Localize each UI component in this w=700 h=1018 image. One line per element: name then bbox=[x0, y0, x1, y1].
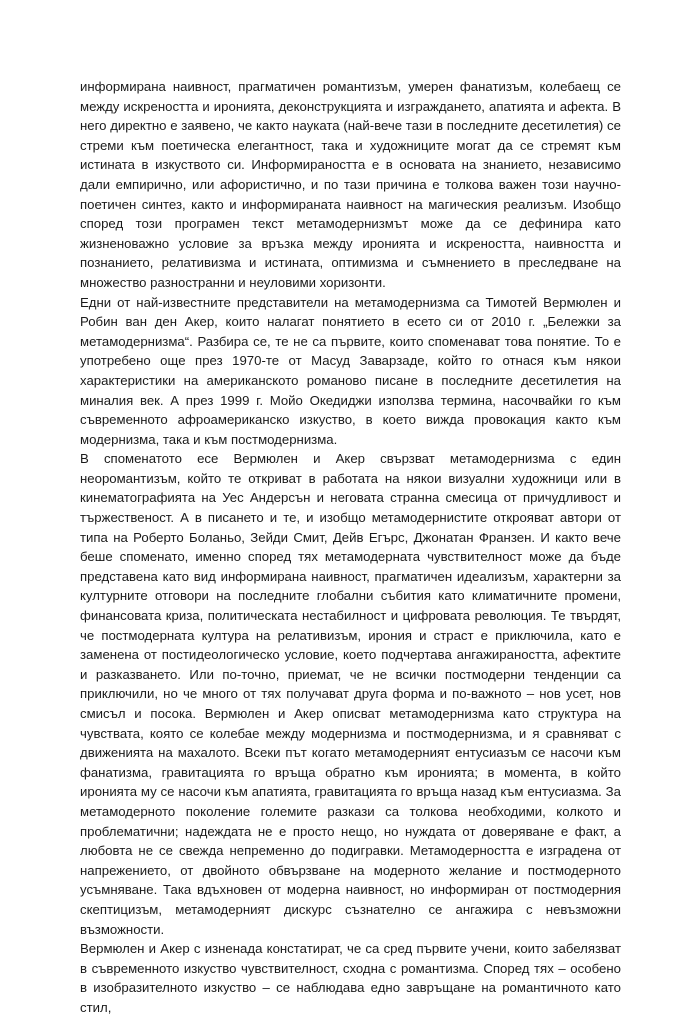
body-text bbox=[80, 77, 621, 1018]
paragraph-4: Вермюлен и Акер с изненада констатират, че са сред първите учени, които забелязват в съвременното изкуство чувствителност, сходна с романтизма. Според тях – особено в изобразителното изкуство – се наблюдава едно завръщане на романтичното като стил, bbox=[80, 941, 621, 1015]
paragraph-1: информирана наивност, прагматичен романтизъм, умерен фанатизъм, колебаещ се между искреността и иронията, деконструкцията и изграждането, апатията и афекта. В него директно е заявено, че както науката (най-вече тази в последните десетилетия) се стреми към поетическа елегантност, така и художниците могат да се стремят към истината в изкуството си. Информираността е в основата на знанието, независимо дали емпирично, или афористично, и по тази причина е толкова важен този научно-поетичен синтез, както и информираната наивност на магическия реализъм. Изобщо според този програмен текст метамодернизмът може да се дефинира като жизненоважно условие за връзка между иронията и искреността, наивността и познанието, релативизма и истината, оптимизма и съмнението в преследване на множество разностранни и неуловими хоризонти. bbox=[80, 79, 621, 290]
paragraph-3: В споменатото есе Вермюлен и Акер свързват метамодернизма с един неоромантизъм, който те откриват в работата на някои визуални художници или в кинематографията на Уес Андерсън и неговата странна смесица от причудливост и тържественост. А в писането и те, и изобщо метамодернистите открояват автори от типа на Роберто Боланьо, Зейди Смит, Дейв Егърс, Джонатан Франзен. И както вече беше споменато, именно според тях метамодерната чувствителност може да бъде представена като вид информирана наивност, прагматичен идеализъм, характерни за културните отговори на последните глобални събития като климатичните промени, финансовата криза, политическата нестабилност и цифровата революция. Те твърдят, че постмодерната култура на релативизъм, ирония и страст е приключила, като е заменена от постидеологическо условие, което подчертава ангажираността, афектите и разказването. Или по-точно, приемат, че не всички постмодерни тенденции са приключили, но че много от тях получават друга форма и по-важното – нов усет, нов смисъл и посока. Вермюлен и Акер описват метамодернизма като структура на чувствата, която се колебае между модернизма и постмодернизма, и я сравняват с движенията на махалото. Всеки път когато метамодерният ентусиазъм се насочи към фанатизма, гравитацията го връща обратно към иронията; в момента, в който иронията му се насочи към апатията, гравитацията го връща назад към ентусиазма. За метамодерното поколение големите разкази са толкова необходими, колкото и проблематични; надеждата не е просто нещо, но нуждата от доверяване е факт, а любовта не се свежда непременно до подигравки. Метамодерността е изградена от напрежението, от двойното обвързване на модерното желание и постмодерното усъмняване. Така вдъхновен от модерна наивност, но информиран от постмодерния скептицизъм, метамодерният дискурс съзнателно се ангажира с невъзможни възможности. bbox=[80, 451, 621, 937]
paragraph-2: Едни от най-известните представители на метамодернизма са Тимотей Вермюлен и Робин ван ден Акер, които налагат понятието в есето си от 2010 г. „Бележки за метамодернизма“. Разбира се, те не са първите, които споменават това понятие. То е употребено още през 1970-те от Масуд Заварзаде, който го отнася към някои характеристики на американското романово писане в последните десетилетия на миналия век. А през 1999 г. Мойо Окедиджи използва термина, насочвайки го към съвременното афроамериканско изкуство, в което вижда провокация както към модернизма, така и към постмодернизма. bbox=[80, 294, 621, 447]
